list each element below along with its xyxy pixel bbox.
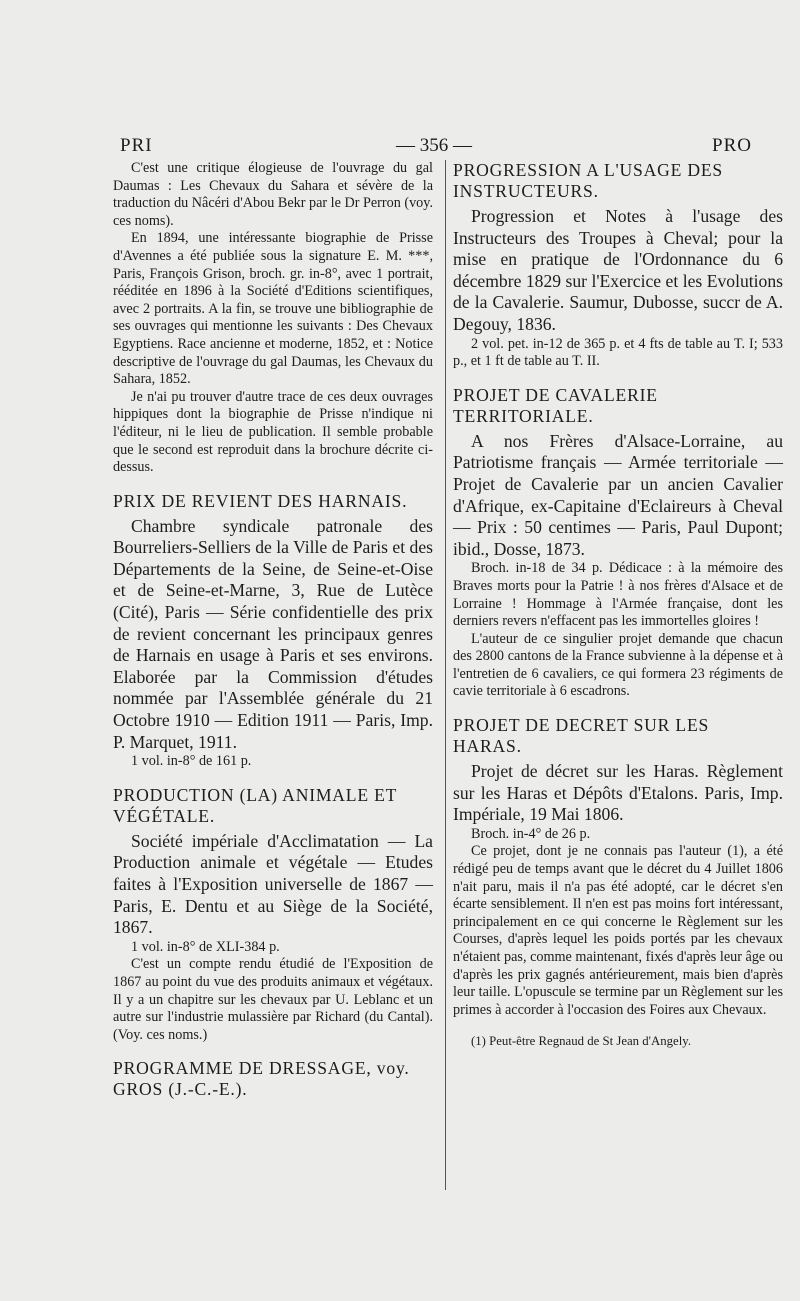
entry-note-projet-cavalerie-1: Broch. in-18 de 34 p. Dédicace : à la mémoire des Braves morts pour la Patrie ! à nos frères d'Alsace et de Lorraine ! Hommage à l'Armée française, dont les derniers revers n'effacent pas les immortelles gloires ! [453, 560, 783, 630]
page-number: — 356 — [396, 135, 472, 156]
running-head-left: PRI [120, 135, 153, 156]
entry-note-production-1: 1 vol. in-8° de XLI-384 p. [131, 938, 280, 955]
right-column [453, 160, 783, 1049]
entry-heading-production: PRODUCTION (LA) ANIMALE ET VÉGÉTALE. [113, 784, 397, 826]
intro-paragraph-3: Je n'ai pu trouver d'autre trace de ces deux ouvrages hippiques dont la biographie de Prisse n'indique ni l'éditeur, ni le lieu de publication. Il semble probable que le second est reproduit dans la brochure décrite ci-dessus. [113, 388, 433, 476]
entry-note-progression: 2 vol. pet. in-12 de 365 p. et 4 fts de table au T. I; 533 p., et 1 ft de table au T. II. [453, 335, 783, 370]
entry-heading-projet-cavalerie: PROJET DE CAVALERIE TERRITORIALE. [453, 384, 658, 426]
entry-heading-programme: PROGRAMME DE DRESSAGE, voy. GROS (J.-C.-E.). [113, 1058, 410, 1100]
entry-heading-progression: PROGRESSION A L'USAGE DES INSTRUCTEURS. [453, 160, 724, 201]
column-divider [445, 160, 446, 1190]
entry-heading-projet-decret: PROJET DE DECRET SUR LES HARAS. [453, 715, 710, 757]
entry-note-prix-de-revient: 1 vol. in-8° de 161 p. [131, 753, 252, 770]
entry-title-production: Société impériale d'Acclimatation — La Production animale et végétale — Etudes faites à l'Exposition universelle de 1867 — Paris, E. Dentu et au Siège de la Société, 1867. [113, 830, 433, 938]
footnote: (1) Peut-être Regnaud de St Jean d'Angely. [471, 1034, 692, 1049]
entry-note-production-2: C'est un compte rendu étudié de l'Exposition de 1867 au point du vue des produits animaux et végétaux. Il y a un chapitre sur les chevaux par U. Leblanc et un autre sur l'industrie mulassière par Richard (du Cantal). (Voy. ces noms.) [113, 956, 433, 1043]
entry-title-projet-cavalerie: A nos Frères d'Alsace-Lorraine, au Patriotisme français — Armée territoriale — Projet de Cavalerie par un ancien Cavalier d'Afrique, ex-Capitaine d'Eclaireurs à Cheval — Prix : 50 centimes — Paris, Paul Dupont; ibid., Dosse, 1873. [453, 430, 783, 559]
intro-paragraph-1: C'est une critique élogieuse de l'ouvrage du gal Daumas : Les Chevaux du Sahara et sévère de la traduction du Nâcéri d'Abou Bekr par le Dr Perron (voy. ces noms). [113, 160, 433, 229]
entry-note-projet-cavalerie-2: L'auteur de ce singulier projet demande que chacun des 2800 cantons de la France subvienne à la dépense et à l'entretien de 6 cavaliers, ce qui formera 23 régiments de cavie territoriale à 6 escadrons. [453, 630, 783, 700]
running-head-right: PRO [712, 135, 752, 156]
entry-heading-prix-de-revient: PRIX DE REVIENT DES HARNAIS. [113, 490, 408, 511]
entry-title-prix-de-revient: Chambre syndicale patronale des Bourreliers-Selliers de la Ville de Paris et des Départements de la Seine, de Seine-et-Oise et de Seine-et-Marne, 3, Rue de Lutèce (Cité), Paris — Série confidentielle des prix de revient concernant les principaux genres de Harnais en usage à Paris et ses environs. Elaborée par la Commission d'études nommée par l'Assemblée générale du 21 Octobre 1910 — Edition 1911 — Paris, Imp. P. Marquet, 1911. [113, 515, 433, 752]
entry-title-progression: Progression et Notes à l'usage des Instructeurs des Troupes à Cheval; pour la mise en pratique de l'Ordonnance du 6 décembre 1829 sur l'Exercice et les Evolutions de la Cavalerie. Saumur, Dubosse, succr de A. Degouy, 1836. [453, 206, 783, 334]
left-column [113, 160, 433, 1100]
entry-title-projet-decret: Projet de décret sur les Haras. Règlement sur les Haras et Dépôts d'Etalons. Paris, Imp. Impériale, 19 Mai 1806. [453, 761, 783, 825]
entry-note-projet-decret-1: Broch. in-4° de 26 p. [471, 825, 591, 842]
intro-paragraph-2: En 1894, une intéressante biographie de Prisse d'Avennes a été publiée sous la signature E. M. ***, Paris, François Grison, broch. gr. in-8°, avec 1 portrait, rééditée en 1896 à la Société d'Editions scientifiques, avec 2 portraits. A la fin, se trouve une bibliographie de ses ouvrages qui mentionne les suivants : Des Chevaux Egyptiens. Race ancienne et moderne, 1852, et : Notice descriptive de l'ouvrage du gal Daumas, les Chevaux du Sahara, 1852. [113, 230, 433, 388]
entry-note-projet-decret-2: Ce projet, dont je ne connais pas l'auteur (1), a été rédigé peu de temps avant que le décret du 4 Juillet 1806 n'ait paru, mais il n'a pas été adopté, car le décret s'en écarte sensiblement. Il n'en est pas moins fort intéressant, principalement en ce qui concerne le Règlement sur les Courses, d'après lequel les poids portés par les chevaux n'étaient pas, comme maintenant, fixés d'après leur âge ou d'après les prix gagnés antérieurement, mais bien d'après leur taille. L'opuscule se termine par un Règlement sur les primes à accorder à l'occasion des Foires aux Chevaux. [453, 843, 783, 1018]
